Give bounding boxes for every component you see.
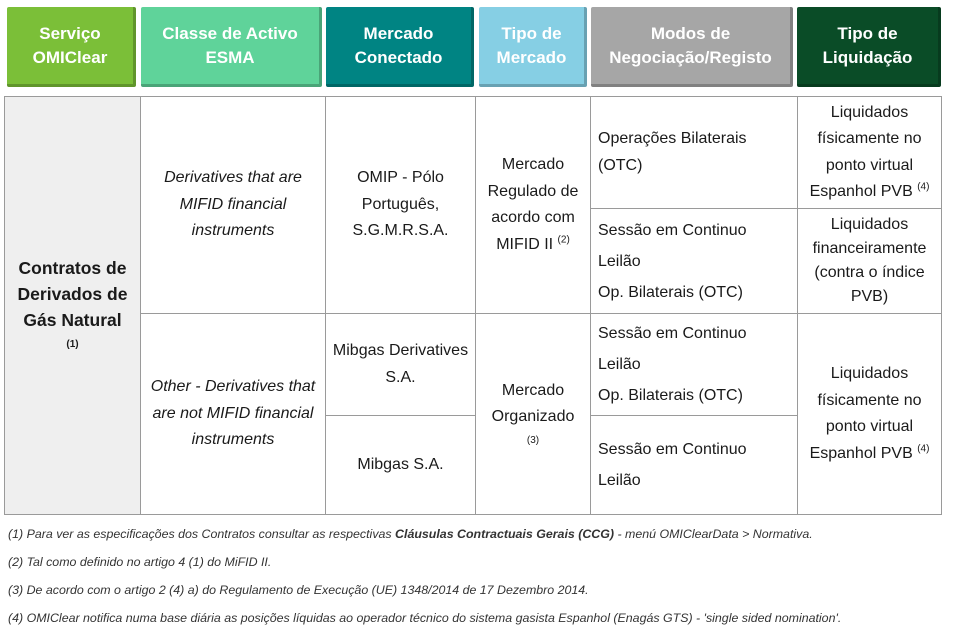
tipo-line-text: MIFID II — [496, 235, 554, 253]
liq-line: ponto virtual — [825, 418, 914, 435]
liq-cell-1 — [798, 97, 941, 208]
footnote-3: (3) De acordo com o artigo 2 (4) a) do Regulamento de Execução (UE) 1348/2014 de 17 Dezembro 2014. — [8, 583, 589, 597]
footnote-ref: (4) — [917, 443, 930, 455]
classe-line: are not MIFID financial — [152, 404, 314, 422]
modos-line: Operações Bilaterais — [598, 130, 747, 147]
product-line: Gás Natural — [23, 309, 122, 330]
mercado-cell-omip — [326, 97, 475, 313]
tipo-line: Mercado — [501, 381, 565, 399]
footnote-ref: (4) — [917, 181, 930, 193]
mercado-line: Mibgas Derivatives — [332, 342, 469, 359]
header-servico — [7, 7, 136, 87]
classe-line: MIFID financial — [179, 195, 287, 213]
liq-line: físicamente no — [817, 130, 922, 147]
header-mercado-label: Mercado Conectado — [354, 23, 443, 67]
tipo-line: acordo com — [491, 209, 575, 226]
mercado-line: S.A. — [385, 368, 416, 386]
liq-line: PVB) — [850, 288, 889, 305]
liq-line: Liquidados — [830, 216, 909, 233]
liq-cell-3 — [798, 314, 941, 514]
footnote-1-text: (1) Para ver as especificações dos Contratos consultar as respectivas — [8, 527, 396, 541]
classe-line: Other - Derivatives that — [150, 378, 316, 396]
classe-line: Derivatives that are — [164, 169, 302, 187]
classe-line: instruments — [191, 431, 275, 449]
mercado-line: Mibgas S.A. — [357, 455, 444, 473]
header-tipo-mercado-label: Tipo de Mercado — [496, 23, 567, 67]
tipo-line — [496, 232, 570, 259]
tipo-line: Regulado de — [487, 182, 579, 200]
liq-line — [810, 441, 930, 468]
mercado-line: Português, — [361, 195, 440, 213]
header-classe — [141, 7, 322, 87]
tipo-cell-organizado — [476, 314, 590, 514]
header-modos — [591, 7, 793, 87]
liq-line: financeiramente — [812, 240, 927, 257]
footnote-1 — [8, 520, 953, 548]
mercado-line: OMIP - Pólo — [357, 169, 444, 187]
footnote-ref: (2) — [557, 234, 570, 246]
modos-line: Sessão em Continuo — [598, 221, 747, 239]
modos-cell-3 — [591, 314, 797, 415]
modos-line: (OTC) — [598, 156, 643, 174]
classe-cell-other — [141, 314, 325, 514]
liq-line-text: Espanhol PVB — [809, 444, 913, 462]
mercado-cell-mibgas-derivatives — [326, 314, 475, 415]
footnote-ref: (3) — [526, 434, 540, 446]
header-modos-label: Modos de Negociação/Registo — [609, 23, 772, 67]
header-classe-label: Classe de Activo ESMA — [162, 23, 298, 67]
modos-line: Leilão — [598, 252, 641, 270]
liq-line: Liquidados — [830, 103, 909, 121]
mercado-cell-mibgas — [326, 416, 475, 514]
liq-line: físicamente no — [817, 391, 922, 409]
liq-line: (contra o índice — [814, 264, 925, 281]
footnote-2: (2) Tal como definido no artigo 4 (1) do MiFID II. — [8, 555, 272, 569]
modos-line: Leilão — [598, 472, 641, 489]
liq-line — [810, 179, 930, 206]
modos-cell-1 — [591, 97, 797, 208]
footnote-1-ccg: Cláusulas Contractuais Gerais (CCG) — [395, 527, 615, 541]
classe-line: instruments — [191, 222, 275, 240]
product-line: Contratos de — [18, 257, 127, 278]
tipo-cell-regulado — [476, 97, 590, 313]
modos-line: Leilão — [598, 356, 641, 373]
header-liquidacao — [797, 7, 941, 87]
header-mercado — [326, 7, 474, 87]
liq-line: ponto virtual — [825, 156, 914, 174]
tipo-line: Organizado — [491, 408, 575, 425]
footnote-1-tail: - menú OMIClearData > Normativa. — [614, 527, 813, 541]
footnote-4: (4) OMIClear notifica numa base diária as posições líquidas ao operador técnico do sistema gasista Espanhol (Enagás GTS) - 'single sided nomination'. — [8, 611, 842, 625]
product-line: Derivados de — [17, 283, 128, 304]
modos-cell-4 — [591, 416, 797, 514]
header-servico-label: Serviço OMIClear — [32, 23, 108, 67]
product-cell — [5, 97, 140, 514]
tipo-line: Mercado — [501, 156, 565, 173]
modos-cell-2 — [591, 209, 797, 313]
modos-line: Sessão em Continuo — [598, 325, 747, 342]
modos-line: Op. Bilaterais (OTC) — [598, 283, 743, 301]
product-ref: (1) — [66, 338, 79, 350]
liq-cell-2 — [798, 209, 941, 313]
modos-line: Op. Bilaterais (OTC) — [598, 387, 743, 404]
footnotes — [8, 520, 953, 632]
header-liquidacao-label: Tipo de Liquidação — [822, 23, 913, 67]
classe-cell-mifid — [141, 97, 325, 313]
mercado-line: S.G.M.R.S.A. — [352, 222, 449, 240]
liq-line-text: Espanhol PVB — [809, 183, 913, 200]
liq-line: Liquidados — [830, 365, 909, 382]
modos-line: Sessão em Continuo — [598, 441, 747, 458]
header-tipo-mercado — [479, 7, 587, 87]
contracts-table — [4, 96, 942, 515]
